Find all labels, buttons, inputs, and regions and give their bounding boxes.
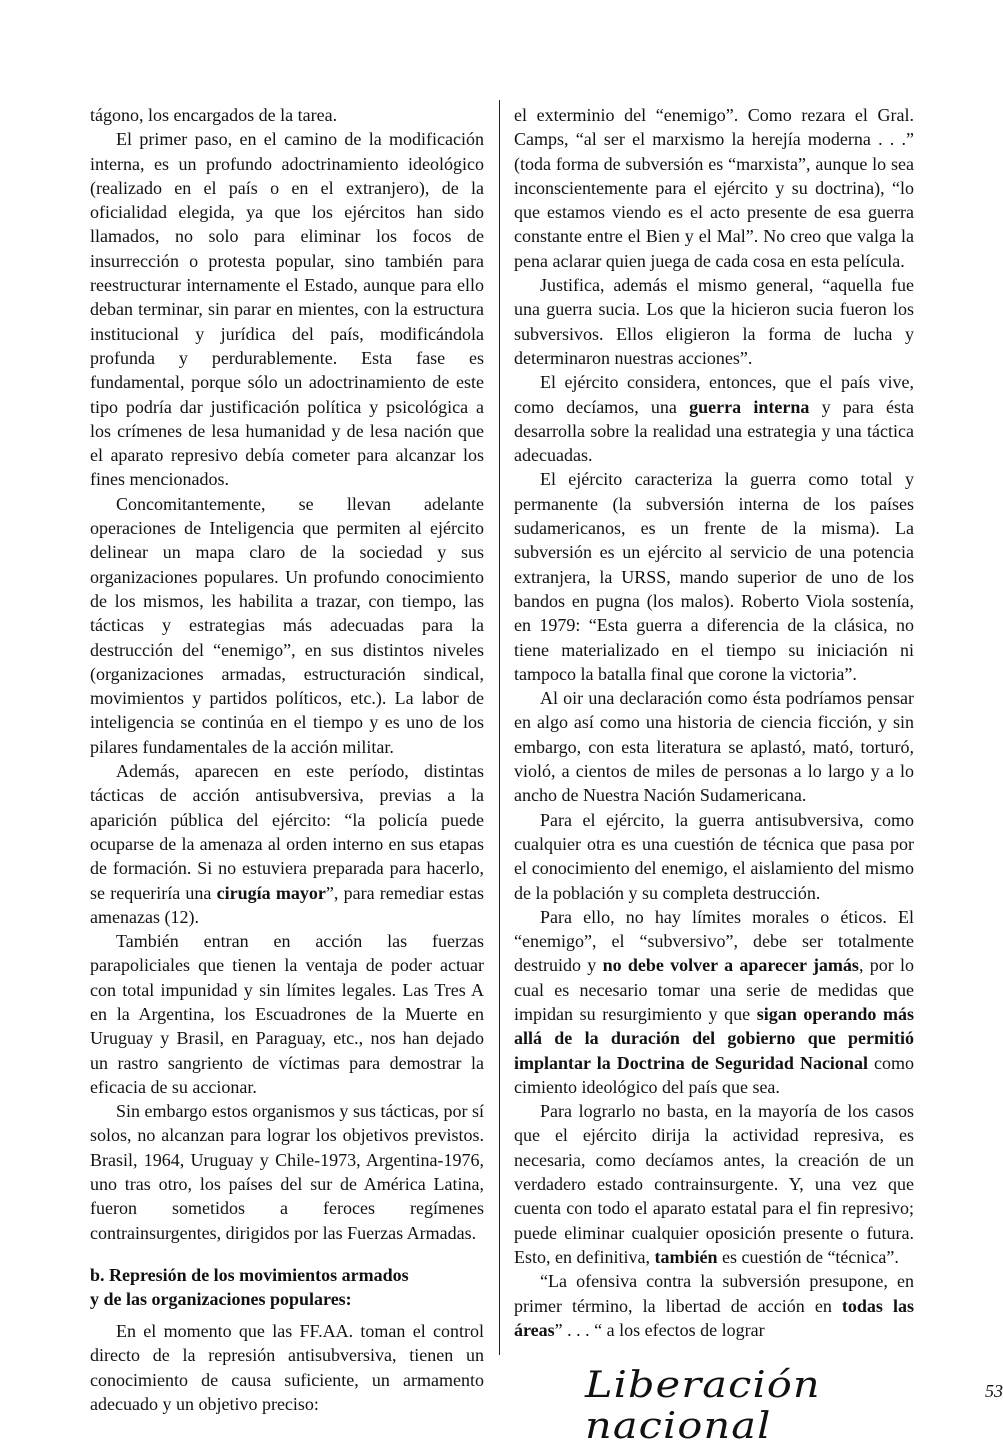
bold-text: todas las áreas: [514, 1295, 914, 1340]
bold-text: no debe volver a aparecer jamás: [602, 955, 859, 976]
page-number: 53: [985, 1381, 1003, 1401]
section-heading-line: y de las organizaciones populares:: [90, 1288, 352, 1309]
bold-text: también: [654, 1246, 718, 1267]
bold-text: guerra interna: [689, 396, 810, 417]
paragraph: Justifica, además el mismo general, “aquella fue una guerra sucia. Los que la hicieron sucia fueron los subversivos. Ellos eligieron la forma de lucha y determinaron nuestras acciones”.: [514, 275, 914, 368]
text-span: , por lo cual es necesario tomar una serie de medidas que impidan su resurgimiento y que: [514, 955, 914, 1024]
text-span: es cuestión de “técnica”.: [717, 1246, 899, 1267]
text-span: El ejército considera, entonces, que el país vive, como decíamos, una: [514, 372, 914, 417]
paragraph: También entran en acción las fuerzas parapoliciales que tienen la ventaja de poder actuar con total impunidad y sin límites legales. Las Tres A en la Argentina, los Escuadrones de la Muerte en Uruguay y Brasil, en Paraguay, etc., nos han dejado un rastro sangriento de víctimas para demostrar la eficacia de su accionar.: [90, 931, 484, 1097]
text-span: y para ésta desarrolla sobre la realidad una estrategia y una táctica adecuadas.: [514, 396, 914, 466]
paragraph: Concomitantemente, se llevan adelante operaciones de Inteligencia que permiten al ejército delinear un mapa claro de la sociedad y sus organizaciones populares. Un profundo conocimiento de los mismos, les habilita a trazar, con tiempo, las tácticas y estrategias más adecuadas para la destrucción del “enemigo”, en sus distintos niveles (organizaciones armadas, estructuración sindical, movimientos y partidos políticos, etc.). La labor de inteligencia se continúa en el tiempo y es uno de los pilares fundamentales de la acción militar.: [90, 493, 484, 757]
paragraph: tágono, los encargados de la tarea.: [90, 105, 338, 125]
paragraph: [514, 1099, 914, 1269]
paragraph: Sin embargo estos organismos y sus tácticas, por sí solos, no alcanzan para lograr los objetivos previstos. Brasil, 1964, Uruguay y Chile-1973, Argentina-1976, uno tras otro, los países del sur de América Latina, fueron sometidos a feroces regímenes contrainsurgentes, dirigidos por las Fuerzas Armadas.: [90, 1101, 484, 1243]
paragraph: Al oir una declaración como ésta podríamos pensar en algo así como una historia de ciencia ficción, y sin embargo, con esta literatura se aplastó, mató, torturó, violó, a cientos de miles de personas a lo largo y a lo ancho de Nuestra Nación Sudamericana.: [514, 688, 914, 806]
section-heading: [90, 1263, 484, 1311]
column-divider: [499, 100, 500, 1355]
text-span: Para lograrlo no basta, en la mayoría de los casos que el ejército dirija la actividad represiva, es necesaria, como decíamos antes, la creación de un verdadero estado contrainsurgente. Y, una vez que cuenta con todo el aparato estatal para el fin represivo; puede eliminar cualquier oposición presente o futura. Esto, en definitiva,: [514, 1101, 914, 1267]
text-span: Para ello, no hay límites morales o éticos. El “enemigo”, el “subversivo”, debe ser totalmente destruido y: [514, 906, 914, 976]
paragraph: [514, 1269, 914, 1342]
text-span: como cimiento ideológico del país que sea.: [514, 1052, 914, 1097]
section-heading-line: b. Represión de los movimientos armados: [90, 1264, 409, 1285]
paragraph: [514, 370, 914, 467]
right-column: [514, 103, 914, 1342]
text-span: ” . . . “ a los efectos de lograr: [554, 1319, 765, 1340]
text-span: “La ofensiva contra la subversión presupone, en primer término, la libertad de acción en: [514, 1271, 914, 1316]
publication-logo: Liberación nacional: [585, 1365, 821, 1447]
bold-text: sigan operando más allá de la duración del gobierno que permitió implantar la Doctrina de Seguridad Nacional: [514, 1003, 914, 1073]
paragraph: En el momento que las FF.AA. toman el control directo de la represión antisubversiva, tienen un conocimiento de causa suficiente, un armamento adecuado y un objetivo preciso:: [90, 1320, 484, 1414]
left-column: [90, 103, 484, 1416]
paragraph: El ejército caracteriza la guerra como total y permanente (la subversión interna de los países sudamericanos, es un frente de la misma). La subversión es un ejército al servicio de una potencia extranjera, la URSS, mando superior de uno de los bandos en pugna (los malos). Roberto Viola sostenía, en 1979: “Esta guerra a diferencia de la clásica, no tiene materializado en el tiempo su iniciación ni tampoco la batalla final que corone la victoria”.: [514, 469, 914, 684]
bold-text: cirugía mayor: [216, 882, 326, 903]
paragraph: El primer paso, en el camino de la modificación interna, es un profundo adoctrinamiento ideológico (realizado en el país o en el extranjero), de la oficialidad elegida, ya que los ejércitos han sido llamados, no solo para eliminar los focos de insurrección o protesta popular, sino también para reestructurar internamente el Estado, aunque para ello deban terminar, sin parar en mientes, con la estructura institucional y jurídica del país, modificándola profunda y perdurablemente. Esta fase es fundamental, porque sólo un adoctrinamiento de este tipo podría dar justificación política y psicológica a los crímenes de lesa humanidad y de lesa nación que el aparato represivo debía cometer para alcanzar los fines mencionados.: [90, 129, 484, 490]
paragraph: [90, 759, 484, 929]
page-footer: [585, 1365, 1003, 1447]
text-span: Además, aparecen en este período, distintas tácticas de acción antisubversiva, previas a la aparición pública del ejército: “la policía puede ocuparse de la amenaza al orden interno en sus etapas de formación. Si no estuviera preparada para hacerlo, se requeriría una: [90, 761, 484, 903]
paragraph: Para el ejército, la guerra antisubversiva, como cualquier otra es una cuestión de técnica que pasa por el conocimiento del enemigo, el aislamiento del mismo de la población y su completa destrucción.: [514, 809, 914, 903]
paragraph: [514, 905, 914, 1099]
paragraph: el exterminio del “enemigo”. Como rezara el Gral. Camps, “al ser el marxismo la herejía moderna . . .” (toda forma de subversión es “marxista”, aunque lo sea inconscientemente para el ejército y su doctrina), “lo que estamos viendo es el acto presente de esa guerra constante entre el Bien y el Mal”. No creo que valga la pena aclarar quien juega de cada cosa en esta película.: [514, 105, 914, 271]
text-span: ”, para remediar estas amenazas (12).: [90, 882, 484, 927]
